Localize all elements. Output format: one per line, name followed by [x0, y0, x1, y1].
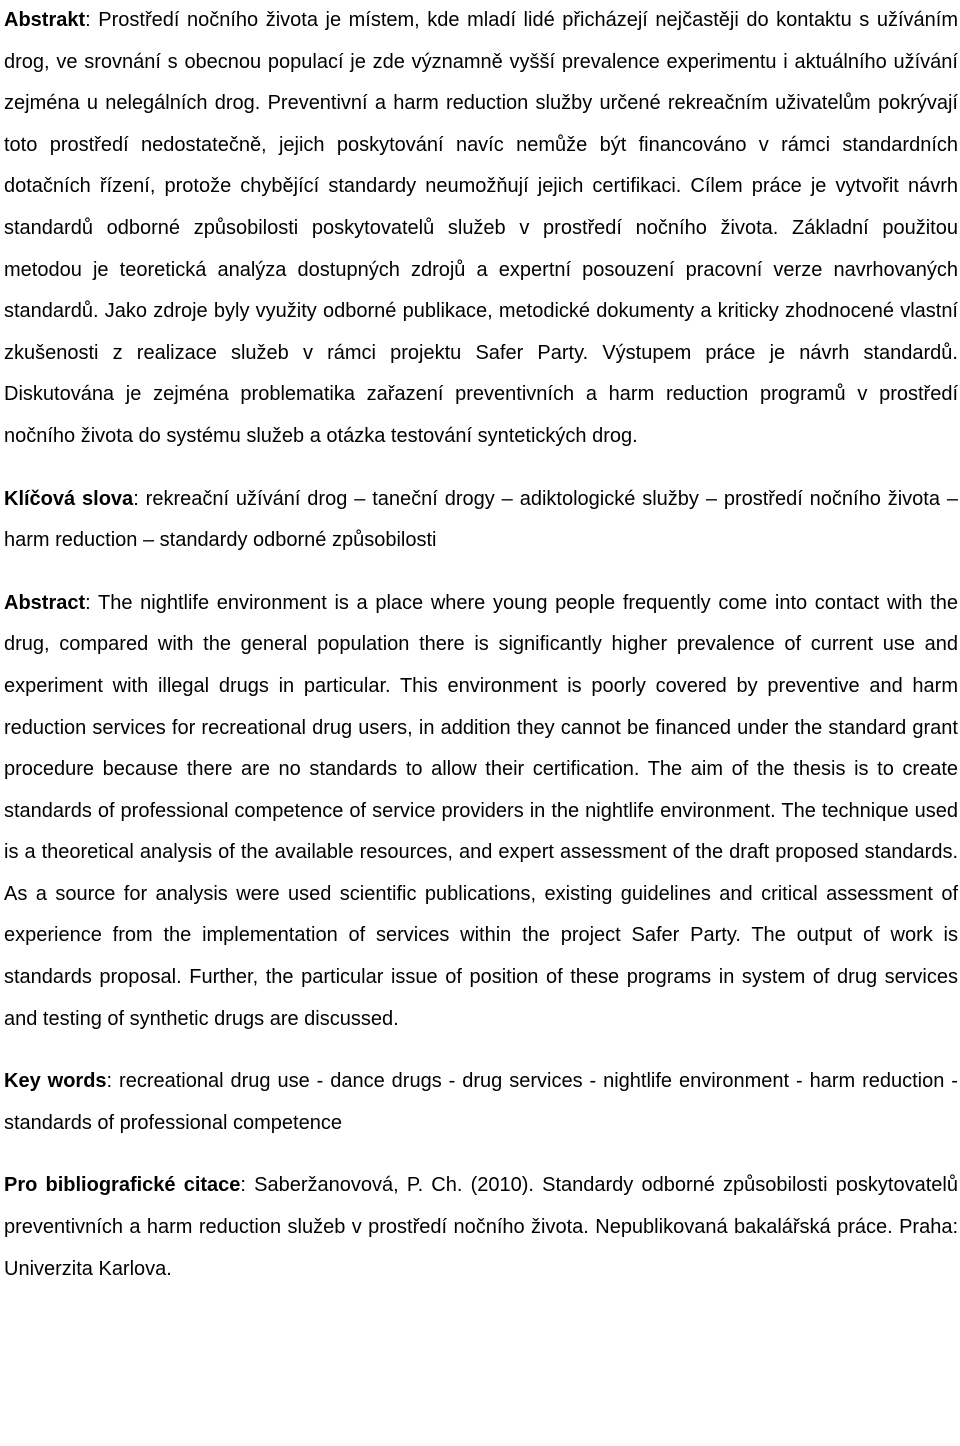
abstract-en-heading: Abstract — [4, 591, 86, 614]
citation-heading: Pro bibliografické citace — [4, 1174, 241, 1197]
klicova-slova-paragraph — [4, 479, 958, 562]
abstrakt-cz-text: Prostředí nočního života je místem, kde mladí lidé přicházejí nejčastěji do kontaktu s užíváním drog, ve srovnání s obecnou populací je zde významně vyšší prevalence experimentu i aktuálního užívání zejména u nelegálních drog. Preventivní a harm reduction služby určené rekreačním uživatelům pokrývají toto prostředí nedostatečně, jejich poskytování navíc nemůže být financováno v rámci standardních dotačních řízení, protože chybějící standardy neumožňují jejich certifikaci. Cílem práce je vytvořit návrh standardů odborné způsobilosti poskytovatelů služeb v prostředí nočního života. Základní použitou metodou je teoretická analýza dostupných zdrojů a expertní posouzení pracovní verze navrhovaných standardů. Jako zdroje byly využity odborné publikace, metodické dokumenty a kriticky zhodnocené vlastní zkušenosti z realizace služeb v rámci projektu Safer Party. Výstupem práce je návrh standardů. Diskutována je zejména problematika zařazení preventivních a harm reduction programů v prostředí nočního života do systému služeb a otázka testování syntetických drog. — [4, 9, 958, 447]
key-words-text: recreational drug use - dance drugs - drug services - nightlife environment - harm reduction - standards of professional competence — [4, 1070, 958, 1134]
klicova-slova-text: rekreační užívání drog – taneční drogy – adiktologické služby – prostředí nočního života – harm reduction – standardy odborné způsobilosti — [4, 487, 959, 552]
citation-paragraph — [4, 1165, 958, 1290]
key-words-separator: : — [106, 1070, 120, 1093]
key-words-paragraph — [4, 1061, 958, 1144]
citation-text: Saberžanovová, P. Ch. (2010). Standardy odborné způsobilosti poskytovatelů preventivních a harm reduction služeb v prostředí nočního života. Nepublikovaná bakalářská práce. Praha: Univerzita Karlova. — [4, 1174, 958, 1280]
abstrakt-cz-heading: Abstrakt — [4, 9, 86, 31]
klicova-slova-separator: : — [133, 487, 146, 510]
abstract-en-separator: : — [85, 591, 98, 614]
citation-separator: : — [240, 1174, 255, 1197]
abstract-en-paragraph — [4, 583, 958, 1041]
klicova-slova-heading: Klíčová slova — [4, 487, 134, 510]
key-words-heading: Key words — [4, 1070, 107, 1093]
abstrakt-cz-paragraph — [4, 0, 958, 458]
abstract-en-text: The nightlife environment is a place where young people frequently come into contact with the drug, compared with the general population there is significantly higher prevalence of current use and experiment with illegal drugs in particular. This environment is poorly covered by preventive and harm reduction services for recreational drug users, in addition they cannot be financed under the standard grant procedure because there are no standards to allow their certification. The aim of the thesis is to create standards of professional competence of service providers in the nightlife environment. The technique used is a theoretical analysis of the available resources, and expert assessment of the draft proposed standards. As a source for analysis were used scientific publications, existing guidelines and critical assessment of experience from the implementation of services within the project Safer Party. The output of work is standards proposal. Further, the particular issue of position of these programs in system of drug services and testing of synthetic drugs are discussed. — [4, 591, 958, 1030]
abstrakt-cz-separator: : — [85, 9, 99, 31]
